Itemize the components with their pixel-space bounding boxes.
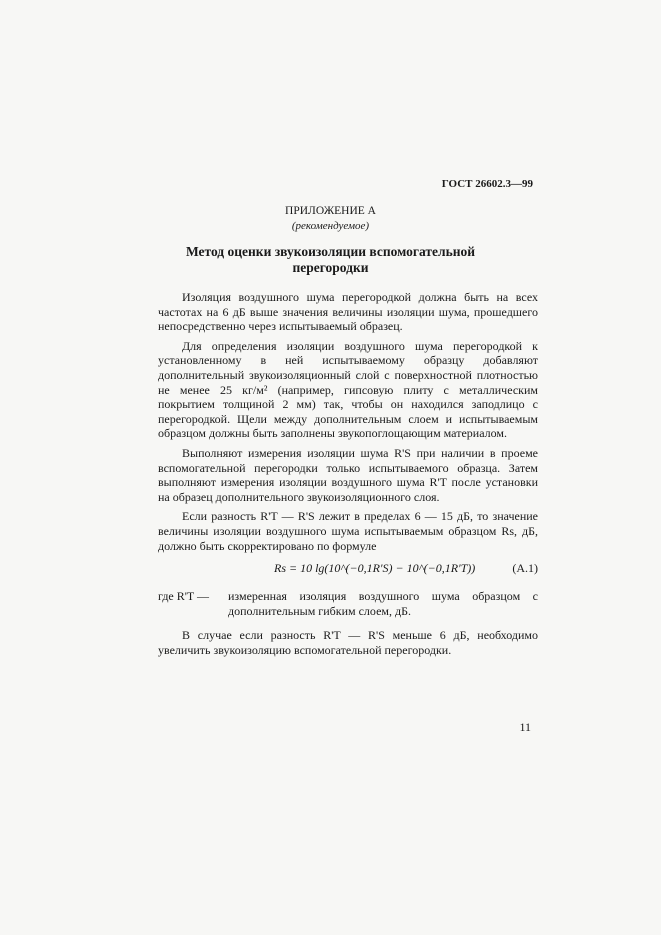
formula-a1: [158, 559, 538, 583]
where-label: где R'T —: [158, 589, 210, 604]
paragraph-4: Если разность R'T — R'S лежит в пределах 6 — 15 дБ, то значение величины изоляции воздушного шума испытываемым образцом Rs, дБ, должно быть скорректировано по формуле: [158, 509, 538, 553]
paragraph-2: Для определения изоляции воздушного шума перегородкой к установленному в ней испытываемому образцу добавляют дополнительный звукоизоляционный слой с поверхностной плотностью не менее 25 кг/м² (например, гипсовую плиту с металлическим покрытием толщиной 2 мм) так, чтобы он находился заподлицо с перегородкой. Щели между дополнительным слоем и испытываемым образцом должны быть заполнены звукопоглощающим материалом.: [158, 338, 538, 441]
section-title: [0, 244, 661, 276]
where-clause: [158, 589, 538, 618]
standard-code: ГОСТ 26602.3—99: [441, 178, 533, 190]
formula-number: (А.1): [512, 561, 538, 576]
section-title-line-1: Метод оценки звукоизоляции вспомогательной: [185, 244, 476, 259]
appendix-subtitle: (рекомендуемое): [291, 220, 370, 232]
paragraph-5: В случае если разность R'T — R'S меньше 6 дБ, необходимо увеличить звукоизоляцию вспомогательной перегородки.: [158, 628, 538, 657]
formula-expression: Rs = 10 lg(10^(−0,1R'S) − 10^(−0,1R'T)): [274, 561, 476, 576]
where-text: измеренная изоляция воздушного шума образцом с дополнительным гибким слоем, дБ.: [228, 589, 538, 618]
page-number: 11: [519, 720, 531, 734]
appendix-title: ПРИЛОЖЕНИЕ А: [285, 205, 376, 217]
section-title-line-2: перегородки: [292, 260, 369, 275]
body-text: [158, 290, 538, 662]
paragraph-3: Выполняют измерения изоляции шума R'S при наличии в проеме вспомогательной перегородки только испытываемого образца. Затем выполняют измерения изоляции воздушного шума R'T после установки на образец дополнительного звукоизоляционного слоя.: [158, 445, 538, 504]
paragraph-1: Изоляция воздушного шума перегородкой должна быть на всех частотах на 6 дБ выше значения величины изоляции шума, прошедшего непосредственно через испытываемый образец.: [158, 290, 538, 334]
